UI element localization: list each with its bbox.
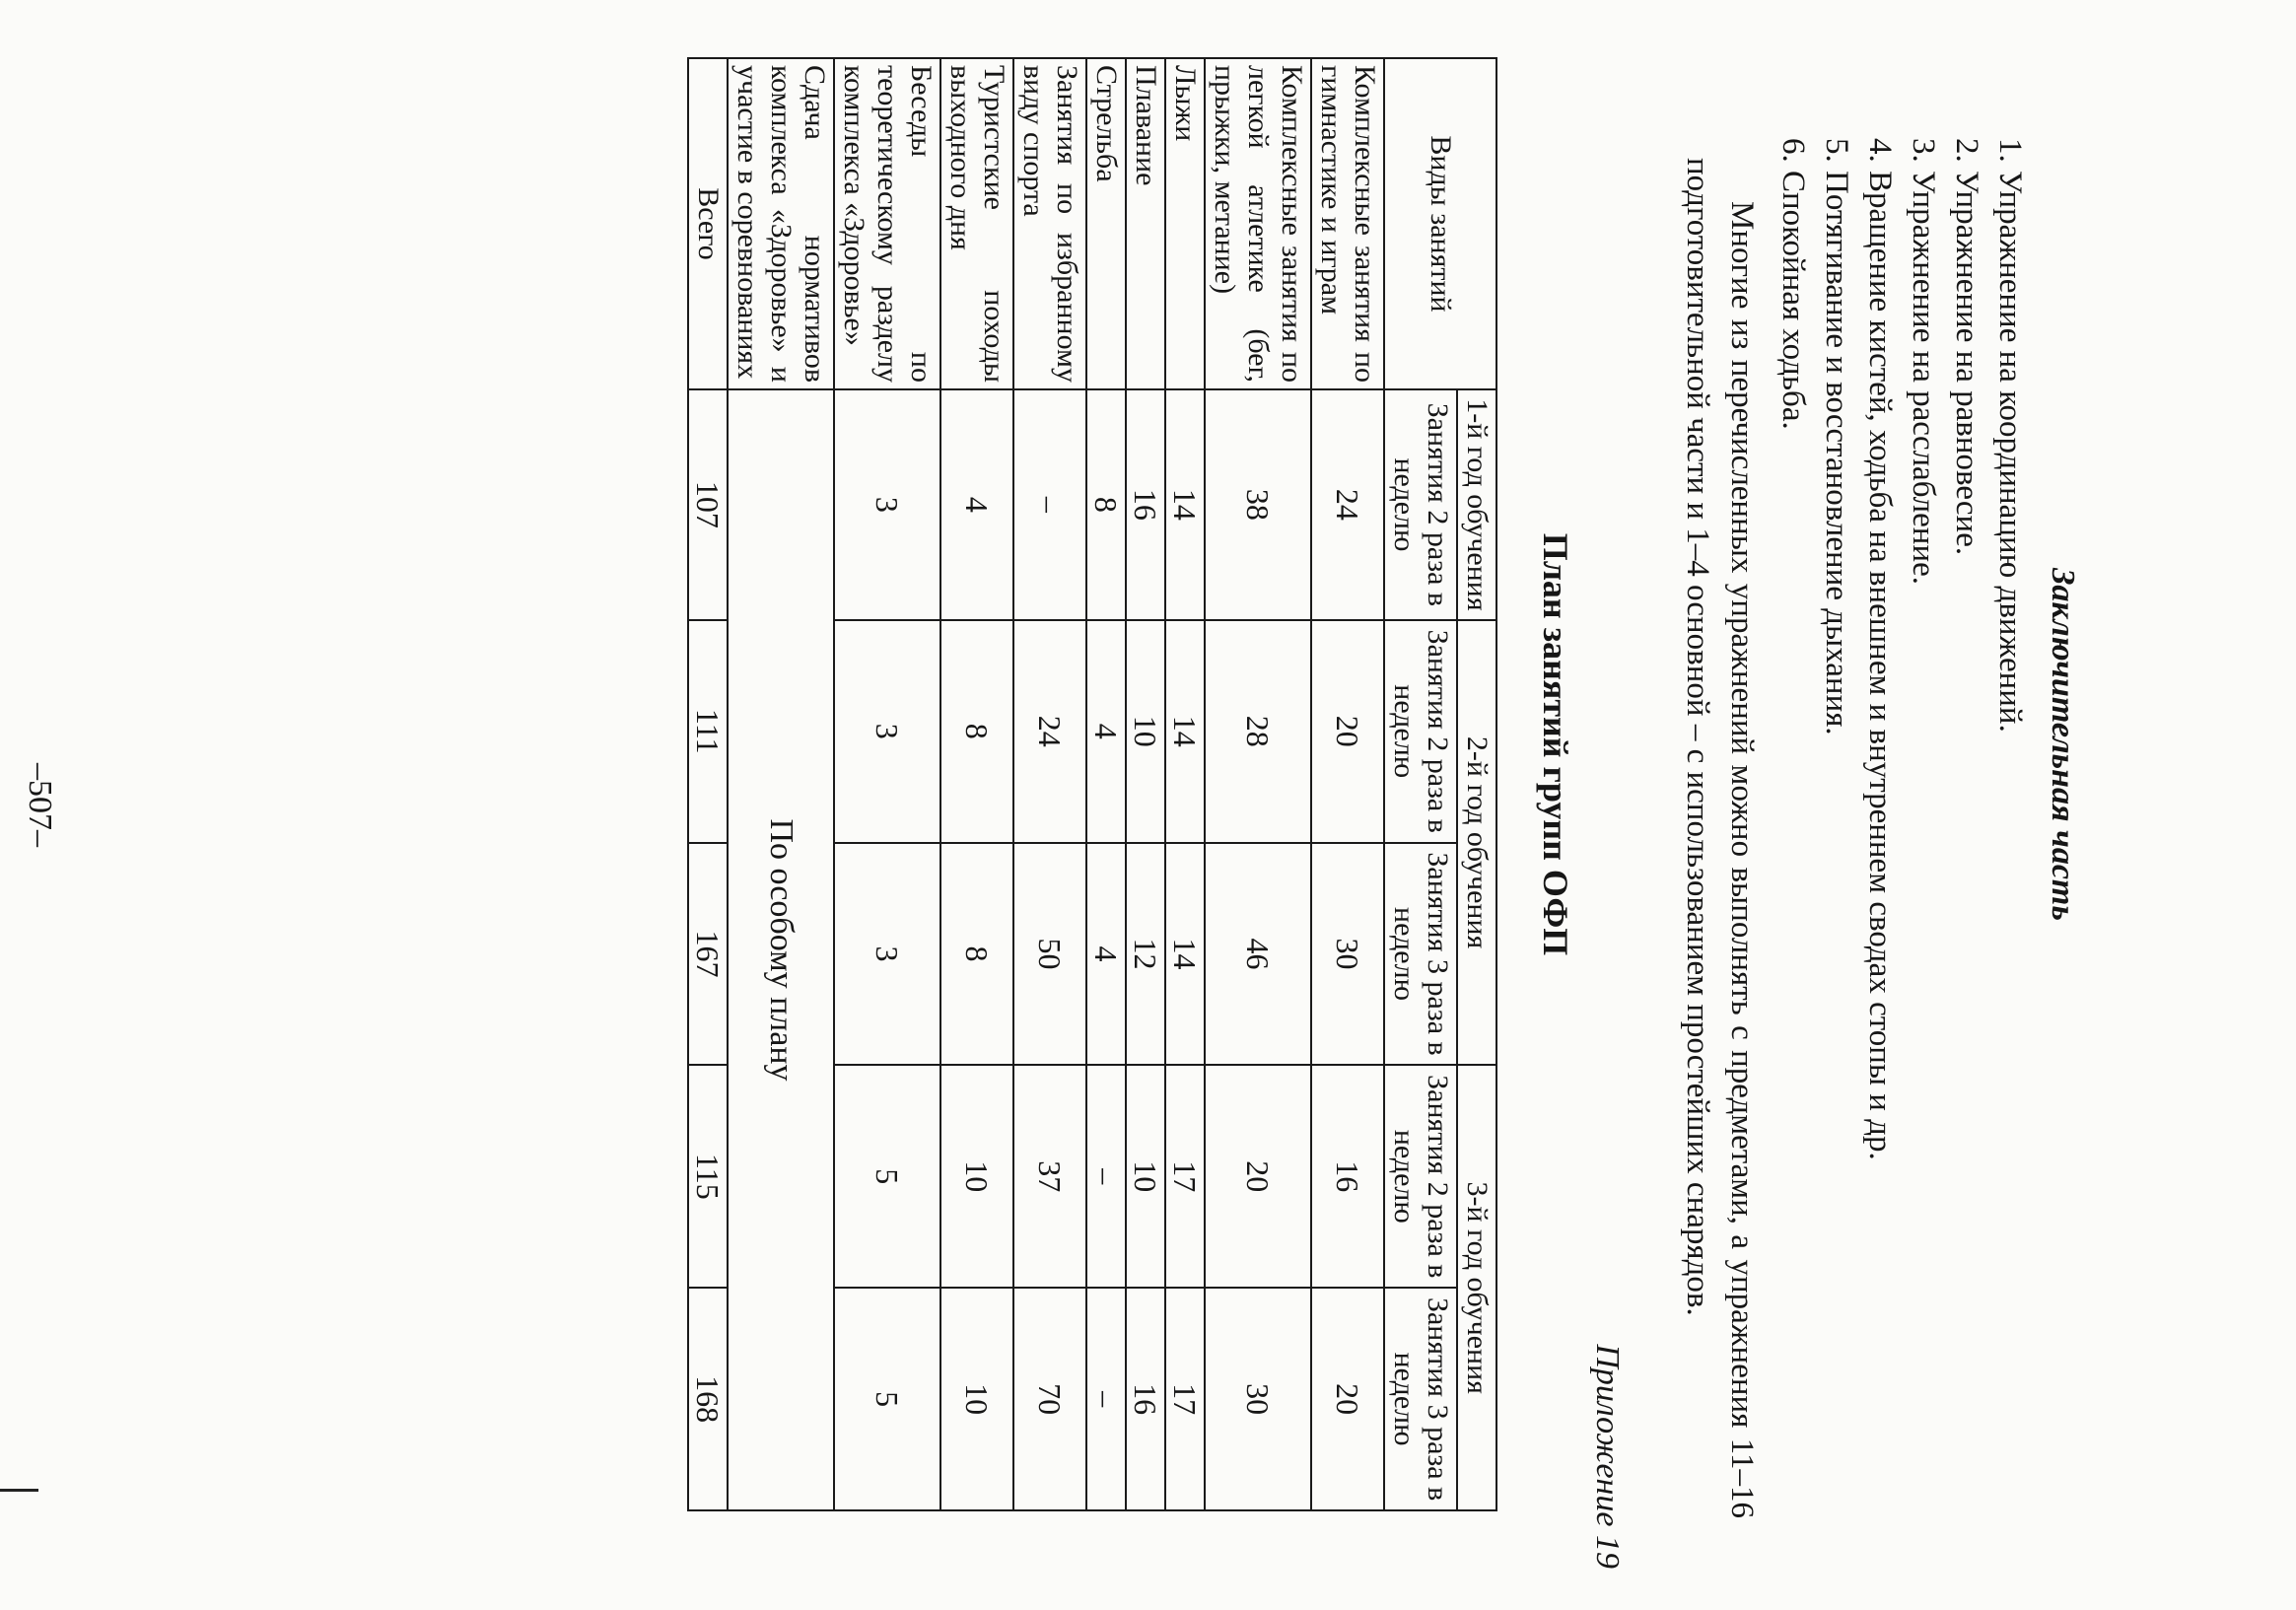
table-row [940,58,1013,1510]
hours-cell: 20 [1205,1065,1311,1288]
hours-cell: 16 [1311,1065,1384,1288]
hours-cell: – [1013,389,1086,620]
total-label: Всего [688,58,728,389]
table-title: План занятий групп ОФП [1536,532,1575,956]
hours-cell: 30 [1311,843,1384,1066]
table-header-row [1457,58,1496,1510]
special-plan-cell: По особому плану [728,389,834,1510]
list-item: 3. Упражнение на расслабление. [1906,138,1941,586]
section-title: Заключительная часть [2045,568,2081,921]
header-year-3: 3-й год обучения [1457,1065,1496,1510]
table-total-row [688,58,728,1510]
training-plan-table [687,57,1497,1511]
hours-cell: 10 [1126,620,1165,843]
hours-cell: 14 [1165,843,1205,1066]
page-number: –507– [22,763,58,847]
hours-cell: 16 [1126,1288,1165,1510]
hours-cell: 10 [940,1065,1013,1288]
table-row [1311,58,1384,1510]
table-row [1013,58,1086,1510]
table-row [1205,58,1311,1510]
activity-name: Беседы по теоретическому разделу комплекса «Здоровье» [834,58,940,389]
subheader-cell: Занятия 3 раза в неделю [1384,843,1457,1066]
list-item: 1. Упражнение на координацию движений. [1992,138,2028,733]
hours-cell: 10 [1126,1065,1165,1288]
hours-cell: 4 [940,389,1013,620]
header-year-1: 1-й год обучения [1457,389,1496,620]
hours-cell: – [1086,1065,1126,1288]
activity-name: Комплексные занятия по легкой атлетике (бег, прыжки, метание) [1205,58,1311,389]
hours-cell: 14 [1165,389,1205,620]
hours-cell: 16 [1126,389,1165,620]
hours-cell: 46 [1205,843,1311,1066]
list-item: 6. Спокойная ходьба. [1775,138,1811,430]
activity-name: Сдача нормативов комплекса «Здоровье» и участие в соревнованиях [728,58,834,389]
list-item: 5. Потягивание и восстановление дыхания. [1819,138,1854,735]
subheader-cell: Занятия 3 раза в неделю [1384,1288,1457,1510]
total-cell: 107 [688,389,728,620]
hours-cell: 8 [940,620,1013,843]
hours-cell: 10 [940,1288,1013,1510]
hours-cell: 12 [1126,843,1165,1066]
table-row [1165,58,1205,1510]
hours-cell: 5 [834,1065,940,1288]
activity-name: Комплексные занятия по гимнастике и играм [1311,58,1384,389]
hours-cell: 20 [1311,1288,1384,1510]
hours-cell: 38 [1205,389,1311,620]
activity-name: Стрельба [1086,58,1126,389]
table-row [1086,58,1126,1510]
hours-cell: 3 [834,620,940,843]
hours-cell: 30 [1205,1288,1311,1510]
activity-name: Лыжи [1165,58,1205,389]
hours-cell: 8 [940,843,1013,1066]
hours-cell: – [1086,1288,1126,1510]
hours-cell: 4 [1086,843,1126,1066]
list-item: 2. Упражнение на равновесие. [1949,138,1984,556]
hours-cell: 24 [1013,620,1086,843]
body-paragraph: Многие из перечисленных упражнений можно выполнять с предметами, а упражнения 11–16 подготовительной части и 1–4 основной – с использованием простейших снарядов. [1680,158,1760,1518]
total-cell: 167 [688,843,728,1066]
hours-cell: 14 [1165,620,1205,843]
hours-cell: 70 [1013,1288,1086,1510]
hours-cell: 8 [1086,389,1126,620]
hours-cell: 5 [834,1288,940,1510]
activity-name: Занятия по избранному виду спорта [1013,58,1086,389]
activity-name: Туристские походы выходного дня [940,58,1013,389]
scan-edge-mark [0,1489,38,1492]
table-row [1126,58,1165,1510]
header-year-2: 2-й год обучения [1457,620,1496,1066]
appendix-label: Приложение 19 [1589,1344,1626,1569]
subheader-cell: Занятия 2 раза в неделю [1384,1065,1457,1288]
hours-cell: 17 [1165,1065,1205,1288]
table-row [728,58,834,1510]
subheader-cell: Занятия 2 раза в неделю [1384,620,1457,843]
hours-cell: 4 [1086,620,1126,843]
hours-cell: 3 [834,389,940,620]
total-cell: 115 [688,1065,728,1288]
hours-cell: 20 [1311,620,1384,843]
list-item: 4. Вращение кистей, ходьба на внешнем и внутреннем сводах стопы и др. [1862,138,1898,1160]
table-row [834,58,940,1510]
total-cell: 111 [688,620,728,843]
header-activity-types: Виды занятий [1384,58,1496,389]
hours-cell: 37 [1013,1065,1086,1288]
exercise-list [1772,138,2032,1538]
hours-cell: 50 [1013,843,1086,1066]
hours-cell: 17 [1165,1288,1205,1510]
hours-cell: 24 [1311,389,1384,620]
hours-cell: 3 [834,843,940,1066]
total-cell: 168 [688,1288,728,1510]
activity-name: Плавание [1126,58,1165,389]
hours-cell: 28 [1205,620,1311,843]
subheader-cell: Занятия 2 раза в неделю [1384,389,1457,620]
